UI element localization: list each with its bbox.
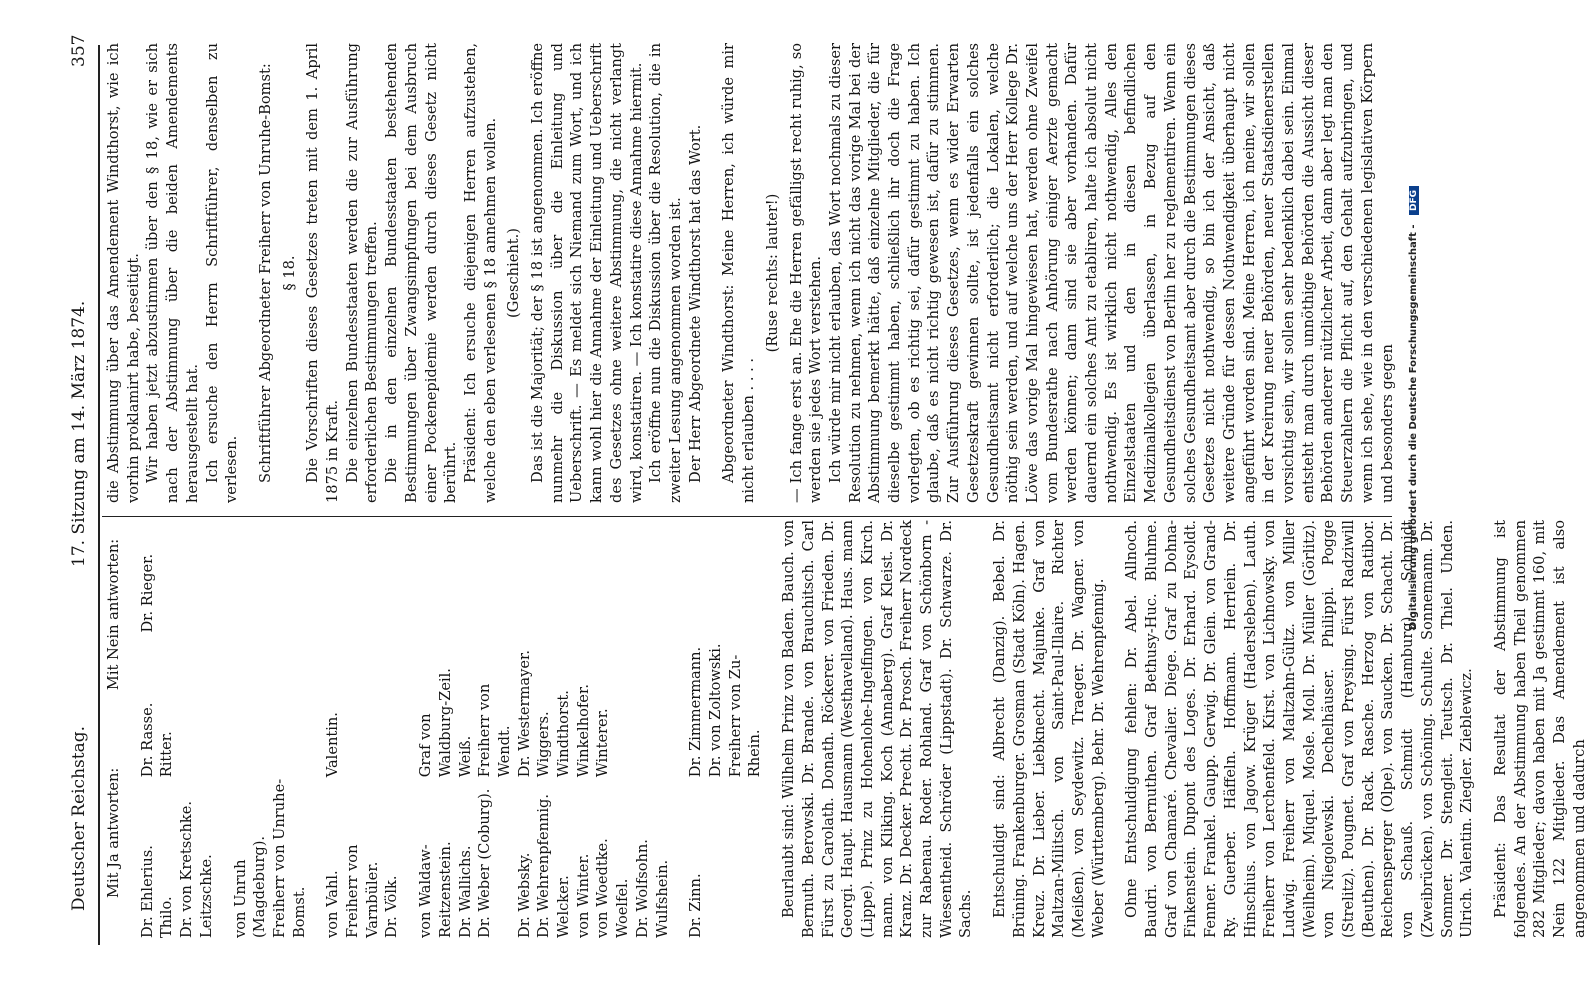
member-name: Freiherr von Wendt. <box>476 683 513 778</box>
member-name <box>343 633 382 778</box>
member-name <box>706 520 726 633</box>
name-row <box>382 520 402 938</box>
name-row <box>475 520 514 938</box>
name-row <box>653 520 673 938</box>
member-name <box>343 520 382 633</box>
member-name <box>231 633 270 778</box>
para-3: Ich ersuche den Herrn Schriftführer, denselben zu verlesen. <box>203 43 241 503</box>
running-header <box>69 34 96 945</box>
name-row <box>177 520 197 938</box>
member-name: Freiherr von Varnbüler. <box>344 844 381 938</box>
member-name <box>593 520 613 633</box>
member-name <box>456 520 476 633</box>
member-name: Dr. Websky. <box>515 852 533 938</box>
member-name <box>270 633 309 778</box>
name-row <box>534 520 554 938</box>
name-row <box>270 520 309 938</box>
ohne-entschuldigung-paragraph: Ohne Entschuldigung fehlen: Dr. Abel. Allnoch. Baudri. von Bernuthen. Graf Bethusy-Huc. Bluhme. Graf von Chamaré. Chevalier. Diege. Graf zu Dohna-Finkenstein. Dupont des Loges. Dr. Erhard. Eysoldt. Fenner. Frankel. Gaupp. Gerwig. Dr. Glein. von Grand-Ry. Guerber. Häffeln. Hoffmann. Herrlein. Dr. Hinschius. von Jagow. Krüger (Hadersleben). Lauth. Freiherr von Lerchenfeld. Kirst. von Lichnowsky. von Ludwig. Freiherr von Maltzahn-Gültz. von Miller (Weilheim). Miquel. Mosle. Moll. Dr. Müller (Görlitz). von Niegolewski. Dechelhäuser. Philippi. Pogge (Strelitz). Pougnet. Graf von Preysing. Fürst Radziwill (Beuthen). Dr. Rack. Rasche. Herzog von Ratibor. Reichensperger (Olpe). von Saucken. Dr. Schacht. Dr. von Schauß. Schmidt (Hamburg). Schmidt (Zweibrücken). von Schöning. Schulte. Sonnemann. Dr. Sommer. Dr. Stengleit. Teutsch. Dr. Thiel. Uhden. Ulrich. Valentin. Ziegler. Zieblewicz. <box>1123 520 1476 938</box>
member-name <box>726 777 765 938</box>
member-name: Dr. Völk. <box>383 875 401 938</box>
member-name: Dr. Wolfsohn. <box>633 839 651 938</box>
member-name: Ritter. <box>158 731 176 778</box>
member-name <box>270 520 309 633</box>
name-row <box>456 520 476 938</box>
name-group-1 <box>138 520 217 938</box>
member-name: Graf von Waldburg-Zeil. <box>417 668 454 778</box>
name-row <box>613 520 633 938</box>
member-name <box>554 520 574 633</box>
member-name: von Unruh (Magdeburg). <box>231 835 269 938</box>
member-name: Dr. Wallichs. <box>456 845 474 938</box>
para-8: Präsident: Ich ersuche diejenigen Herren aufzustehen, welche den eben verlesenen § 18 annehmen wollen. <box>461 43 499 503</box>
name-row <box>343 520 382 938</box>
member-name: Dr. Ehlerius. <box>138 845 156 938</box>
member-name: Dr. Wehrenpfennig. <box>535 793 553 938</box>
member-name <box>475 520 514 633</box>
member-name: Thilo. <box>158 896 176 938</box>
name-row <box>593 520 613 938</box>
beurlaubt-paragraph: Beurlaubt sind: Wilhelm Prinz von Baden. Bauch. von Bernuth. Berowski. Dr. Brande. von Brauchitsch. Carl Fürst zu Carolath. Donath. Röckerer. von Frieden. Dr. Georgi. Haupt. Hausmann (Westhavelland). Haus. mann (Lippe). Prinz zu Hohenlohe-Ingelfingen. von Kirch. mann. von Kliking. Koch (Annaberg). Graf Kleist. Dr. Kranz. Dr. Decker. Precht. Dr. Prosch. Freiherr Nordeck zur Rabenau. Roder. Rohland. Graf von Schönborn - Wiesentheid. Schröder (Lippstadt). Dr. Schwarze. Dr. Sachs. <box>780 520 975 938</box>
para-9: Das ist die Majorität; der § 18 ist angenommen. Ich eröffne nunmehr die Diskussion über die Einleitung und Ueberschrift. — Es meldet sich Niemand zum Wort, und ich kann wohl hier die Annahme der Einleitung und Ueberschrift des Gesetzes ohne weitere Abstimmung, die nicht verlangt wird, konstatiren. — Ich konstatire diese Annahme hiermit. <box>529 43 645 503</box>
member-name: Woelfel. <box>614 878 632 938</box>
member-name <box>653 633 673 778</box>
name-row <box>686 520 706 938</box>
para-13: — Ich fange erst an. Ehe die Herren gefälligst recht ruhig, so werden sie jedes Wort verstehen. <box>787 43 825 503</box>
member-name: Dr. Rasse. <box>138 702 156 778</box>
member-name: Weiß. <box>456 735 474 778</box>
name-row <box>231 520 270 938</box>
member-name <box>686 520 706 633</box>
member-name <box>633 520 653 633</box>
name-row <box>554 520 574 938</box>
para-5: Die Vorschriften dieses Gesetzes treten mit dem 1. April 1875 in Kraft. <box>304 43 342 503</box>
para-14: Ich würde mir nicht erlauben, das Wort nochmals zu dieser Resolution zu nehmen, wenn ich nicht das vorige Mal bei der Abstimmung bemerkt hätte, daß einzelne Mitglieder, die für dieselbe gestimmt haben, schließlich ihr doch die Frage vorlegten, ob es richtig sei, dafür gestimmt zu haben. Ich glaube, daß es nicht richtig gewesen ist, dafür zu stimmen. Zur Ausführung dieses Gesetzes, wenn es wider Erwarten Gesetzeskraft gewinnen sollte, ist jedenfalls ein solches Gesundheitsamt nicht erforderlich; die Lokalen, welche nöthig sein werden, und auf welche uns der Herr Kollege Dr. Löwe das vorige Mal hingewiesen hat, werden ohne Zweifel vom Bundesrathe nach Anhörung einiger Aerzte gemacht werden können; dann sind sie aber vorhanden. Dafür dauernd ein solches Amt zu etabliren, halte ich absolut nicht nothwendig. Es ist wirklich nicht nothwendig, Alles den Einzelstaaten und den in diesen befindlichen Medizinalkollegien überlassen, in Bezug auf den Gesundheitsdienst von Berlin her zu reglementiren. Wenn ein solches Gesundheitsamt aber durch die Bestimmungen dieses Gesetzes nicht nothwendig, so bin ich der Ansicht, daß weitere Gründe für dessen Nothwendigkeit überhaupt nicht angeführt worden sind. Meine Herren, ich meine, wir sollen in der Kreirung neuer Behörden, neuer Staatsdienerstellen vorsichtig sein, wir sollen sehr bedenklich dabei sein. Einmal entsteht man durch unnöthige Behörden die Aussicht dieser Behörden anderer nützlicher Arbeit, dann aber legt man den Steuerzahlern die Pflicht auf, den Gehalt aufzubringen, und wenn ich sehe, wie in den verschiedenen legislativen Körpern und besonders gegen <box>826 43 1396 503</box>
member-name: Leitzschke. <box>197 854 215 938</box>
member-name <box>613 520 633 633</box>
name-row <box>726 520 765 938</box>
member-name <box>157 520 177 633</box>
member-name: Wiggers. <box>535 711 553 778</box>
page-number: 357 <box>69 34 89 67</box>
member-name: Dr. Zinn. <box>687 873 705 938</box>
member-name: Wulfshein. <box>653 859 671 938</box>
name-row <box>323 520 343 938</box>
name-row <box>574 520 594 938</box>
member-name <box>613 633 633 778</box>
para-6: Die einzelnen Bundesstaaten werden die zur Ausführung erforderlichen Bestimmungen treffen. <box>343 43 381 503</box>
stage-direction-1: (Geschieht.) <box>505 228 523 318</box>
para-10: Ich eröffne nun die Diskussion über die Resolution, die in zweiter Lesung angenommen worden ist. <box>647 43 684 503</box>
member-name: von Winter. <box>574 853 592 938</box>
dfg-logo: DFG <box>1409 186 1419 215</box>
member-name <box>231 520 270 633</box>
ja-head: Mit Ja antworten: <box>105 767 122 898</box>
name-group-2 <box>231 520 310 938</box>
member-name: von Waldaw-Reitzenstein. <box>417 841 454 938</box>
member-name: Winterer. <box>594 708 612 778</box>
para-11: Der Herr Abgeordnete Windthorst hat das Wort. <box>686 124 704 483</box>
member-name <box>574 520 594 633</box>
para-12: Abgeordneter Windthorst: Meine Herren, ich würde mir nicht erlauben . . . . <box>720 43 758 503</box>
member-name: Dr. Westermayer. <box>515 650 533 778</box>
para-2: Wir haben jetzt abzustimmen über den § 18, wie er sich nach der Abstimmung über die beiden Amendements herausgestellt hat. <box>144 43 201 503</box>
header-center: 17. Sitzung am 14. März 1874. <box>69 300 89 567</box>
member-name: Welcker. <box>555 875 573 938</box>
member-name <box>515 520 535 633</box>
schriftfuehrer-line: Schriftführer Abgeordneter Freiherr von Unruhe-Bomst: <box>256 63 274 483</box>
name-row <box>515 520 535 938</box>
para-1: die Abstimmung über das Amendement Windthorst, wie ich vorhin proklamirt habe, beseitigt. <box>105 43 142 503</box>
column-divider <box>102 516 1392 517</box>
member-name <box>633 633 653 778</box>
member-name <box>197 633 217 778</box>
member-name <box>323 520 343 633</box>
member-name: Dr. von Kretschke. <box>178 801 196 938</box>
member-name <box>382 633 402 778</box>
left-column <box>104 520 1590 938</box>
margin-credit <box>1408 30 1428 630</box>
name-row <box>138 520 158 938</box>
name-group-5 <box>686 520 765 938</box>
name-row <box>416 520 455 938</box>
member-name: Dr. von Zoltowski. <box>706 643 724 778</box>
header-rule <box>98 45 100 945</box>
member-name: Dr. Rieger. <box>138 553 156 633</box>
member-name <box>177 633 197 778</box>
member-name <box>706 777 726 938</box>
para-7: Die in den einzelnen Bundesstaaten bestehenden Bestimmungen über Zwangsimpfungen bei dem Ausbruch einer Pockenepidemie werden durch dieses Gesetz nicht berührt. <box>383 43 460 503</box>
member-name <box>534 520 554 633</box>
member-name: Windthorst. <box>555 690 573 778</box>
member-name <box>726 520 765 633</box>
praesident-result-paragraph: Präsident: Das Resultat der Abstimmung ist folgendes. An der Abstimmung haben Theil genommen 282 Mitglieder; davon haben mit Ja gestimmt 160, mit Nein 122 Mitglieder. Das Amendement ist also angenommen und dadurch <box>1492 520 1588 938</box>
member-name <box>177 520 197 633</box>
header-left: Deutscher Reichstag. <box>69 726 89 911</box>
name-row <box>706 520 726 938</box>
member-name: von Vahl. <box>324 870 342 938</box>
member-name: Freiherr von Zu-Rhein. <box>726 654 764 778</box>
member-name: von Woedtke. <box>594 838 612 938</box>
vote-heads <box>104 520 124 938</box>
member-name <box>197 520 217 633</box>
member-name: Freiherr von Unruhe-Bomst. <box>270 778 308 938</box>
stage-direction-2: (Ruse rechts: lauter!) <box>763 193 781 353</box>
name-group-4 <box>416 520 672 938</box>
nein-head: Mit Nein antworten: <box>105 538 122 691</box>
name-row <box>633 520 653 938</box>
margin-credit-text: Digitalisierung gefördert durch die Deutsche Forschungsgemeinschaft - <box>1408 224 1419 630</box>
name-row <box>157 520 177 938</box>
section-18-heading: § 18. <box>280 255 298 291</box>
name-group-3 <box>323 520 402 938</box>
member-name: Valentin. <box>324 712 342 778</box>
name-row <box>197 520 217 938</box>
member-name <box>382 520 402 633</box>
member-name <box>416 520 455 633</box>
member-name <box>653 520 673 633</box>
member-name: Winkelhofer. <box>574 684 592 778</box>
member-name: Dr. Weber (Coburg). <box>476 788 494 938</box>
entschuldigt-paragraph: Entschuldigt sind: Albrecht (Danzig). Bebel. Dr. Brüning. Frankenburger. Grosman (Stadt Köln). Hagen. Kreuz. Dr. Lieber. Liebknecht. Majunke. Graf von Maltzan-Militsch. von Saint-Paul-Illaire. Richter (Meißen). von Seydewitz. Traeger. Dr. Wagner. von Weber (Württemberg). Behr. Dr. Wehrenpfennig. <box>991 520 1107 938</box>
member-name: Dr. Zimmermann. <box>687 646 705 778</box>
right-column <box>104 43 1397 503</box>
